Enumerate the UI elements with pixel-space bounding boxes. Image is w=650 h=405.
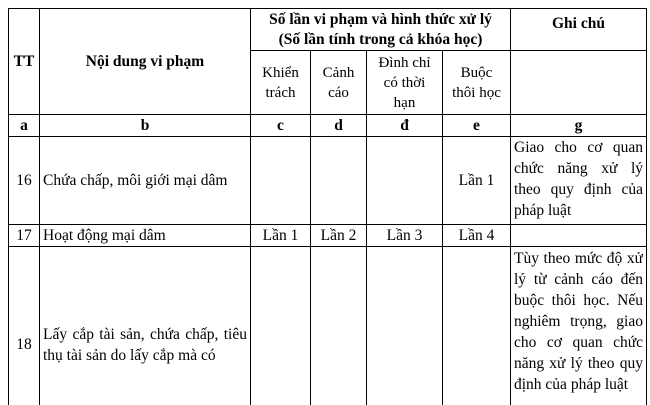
letter-dd: đ [367,115,443,137]
header-warning-l1: Cảnh [322,64,355,81]
header-tt: TT [9,9,40,115]
row-tt: 17 [9,225,40,247]
header-row-top [9,9,647,51]
table-row [9,247,647,405]
row-tt: 18 [9,247,40,405]
row-note: Giao cho cơ quan chức năng xử lý theo quy định của pháp luật [511,137,647,225]
header-expulsion-l1: Buộc [460,64,493,81]
row-note-clip [514,248,643,405]
header-group-line2: (Số lần tính trong cả khóa học) [278,30,483,48]
row-expulsion: Lần 4 [443,225,511,247]
row-reprimand [251,137,311,225]
header-content: Nội dung vi phạm [40,9,251,115]
header-expulsion [443,51,511,115]
row-suspension [367,137,443,225]
header-violation-group [251,9,511,51]
row-warning [311,137,367,225]
row-suspension [367,247,443,405]
row-suspension: Lần 3 [367,225,443,247]
letter-e: e [443,115,511,137]
letter-d: d [311,115,367,137]
header-note: Ghi chú [511,9,647,51]
row-reprimand [251,247,311,405]
header-reprimand-l2: trách [265,84,296,101]
row-content: Chứa chấp, môi giới mại dâm [40,137,251,225]
header-suspension-l3: hạn [393,94,416,111]
header-reprimand [251,51,311,115]
header-suspension-l2: có thời [383,74,426,91]
letter-a: a [9,115,40,137]
row-content [40,247,251,405]
row-expulsion [443,247,511,405]
header-expulsion-l2: thôi học [452,84,501,101]
row-warning [311,247,367,405]
header-warning [311,51,367,115]
header-suspension [367,51,443,115]
row-tt: 16 [9,137,40,225]
header-note-empty [511,51,647,115]
violation-table [8,8,647,405]
header-warning-l2: cáo [328,84,349,101]
letter-row [9,115,647,137]
row-note [511,247,647,405]
letter-b: b [40,115,251,137]
table-row [9,137,647,225]
row-expulsion: Lần 1 [443,137,511,225]
row-reprimand: Lần 1 [251,225,311,247]
table-row [9,225,647,247]
row-content: Hoạt động mại dâm [40,225,251,247]
row-note [511,225,647,247]
header-group-line1: Số lần vi phạm và hình thức xử lý [269,10,492,28]
letter-c: c [251,115,311,137]
header-suspension-l1: Đình chỉ [378,54,431,71]
letter-g: g [511,115,647,137]
row-warning: Lần 2 [311,225,367,247]
row-note-text: Tùy theo mức độ xử lý từ cảnh cáo đến buộc thôi học. Nếu nghiêm trọng, giao cho cơ quan chức năng xử lý theo quy định của pháp luật [514,250,643,393]
header-reprimand-l1: Khiển [262,64,299,81]
row-content-text: Lấy cắp tài sản, chứa chấp, tiêu thụ tài sản do lấy cắp mà có [43,325,247,364]
